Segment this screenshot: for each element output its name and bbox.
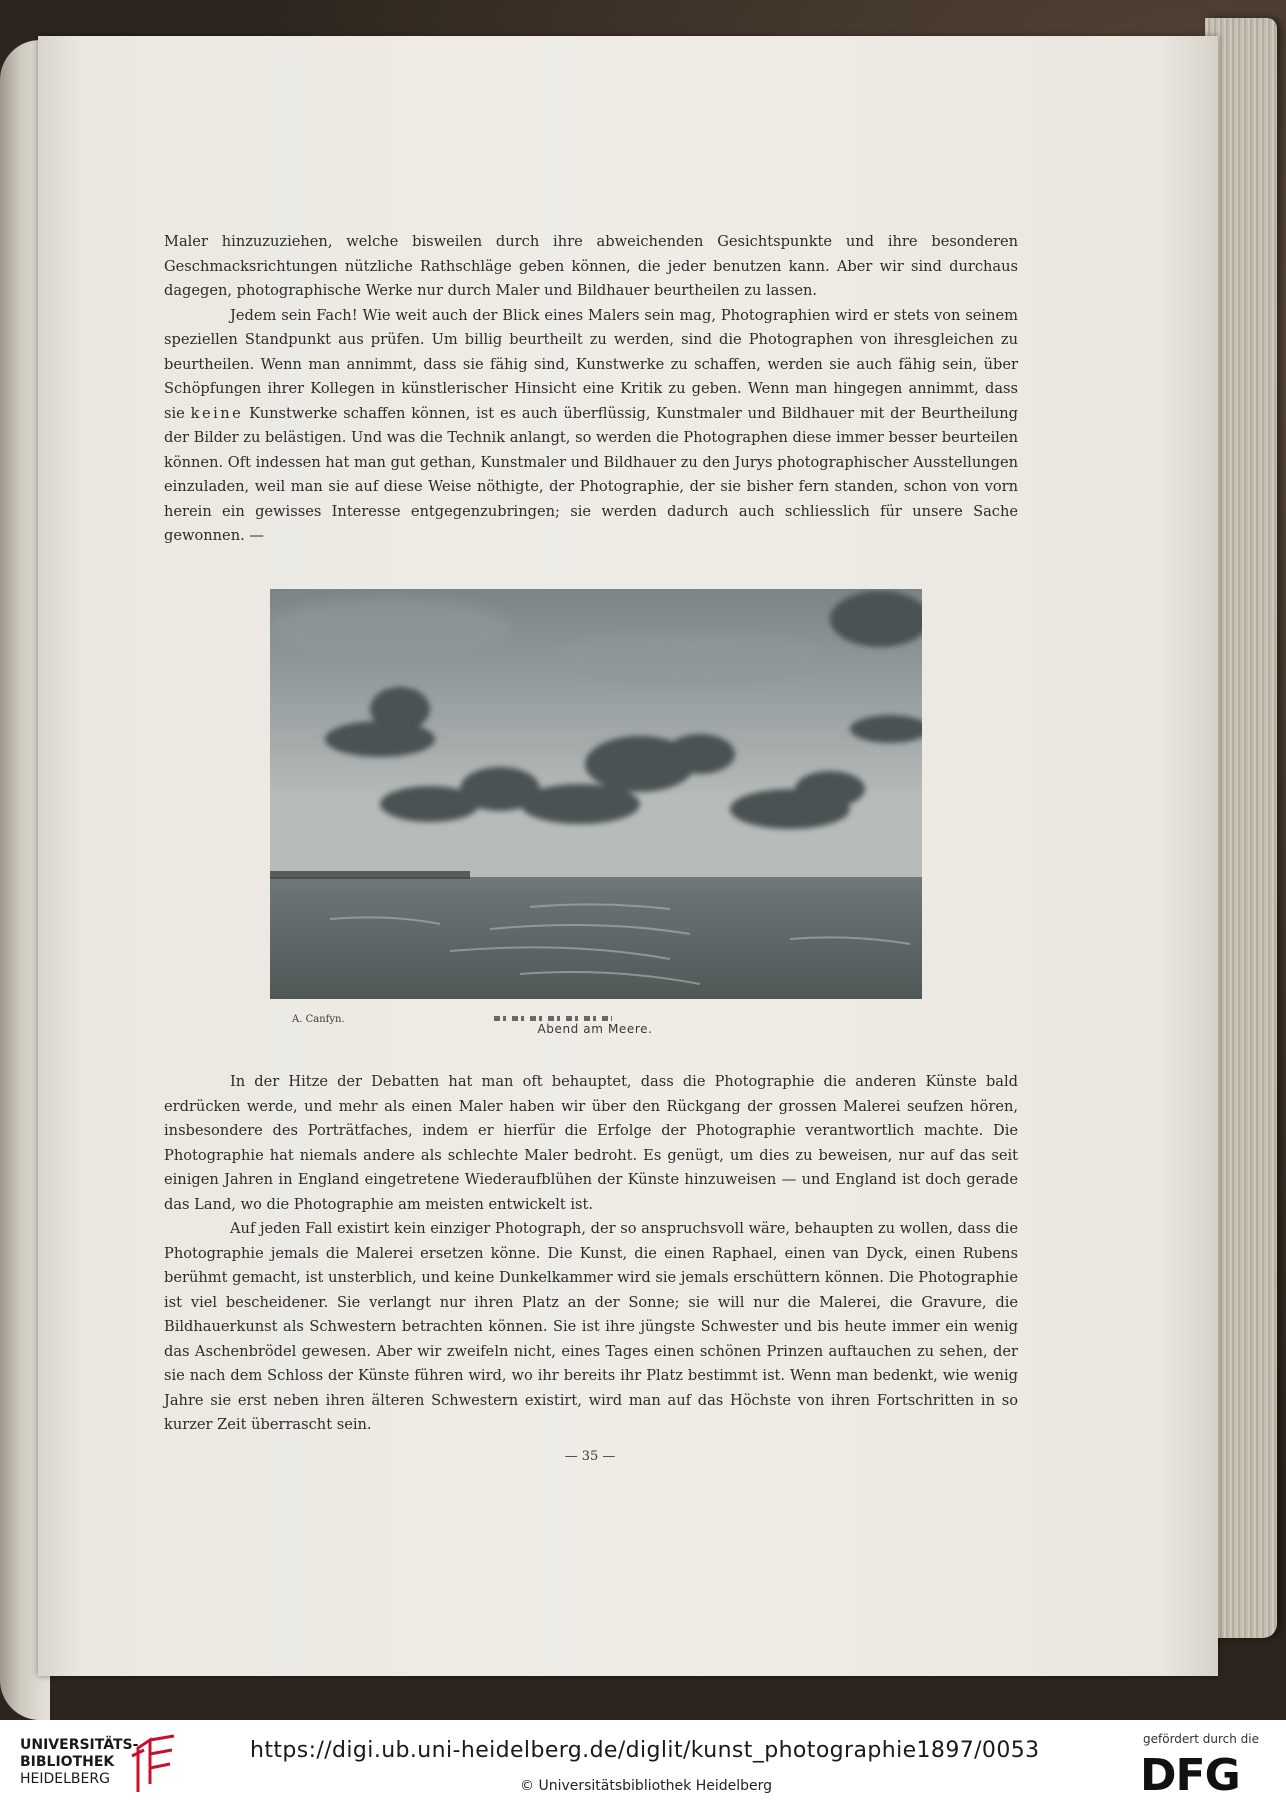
library-name-line2: BIBLIOTHEK (20, 1754, 115, 1770)
paragraph: In der Hitze der Debatten hat man oft behauptet, dass die Photographie die anderen Künste bald erdrücken werde, und mehr als einen Maler haben wir über den Rückgang der grossen Malerei seufzen hören, insbesondere des Porträtfaches, indem er hierfür die Erfolge der Photographie verantwortlich machte. Die Photographie hat niemals andere als schlechte Maler bedroht. Es genügt, um dies zu beweisen, nur auf das seit einigen Jahren in England eingetretene Wiederaufblühen der Künste hinzuweisen — und England ist doch gerade das Land, wo die Photographie am meisten entwickelt ist. (164, 1073, 1018, 1213)
paragraph: Auf jeden Fall existirt kein einziger Photograph, der so anspruchsvoll wäre, behaupten zu wollen, dass die Photographie jemals die Malerei ersetzen könne. Die Kunst, die einen Raphael, einen van Dyck, einen Rubens berühmt gemacht, ist unsterblich, und keine Dunkelkammer wird sie jemals erschüttern können. Die Photographie ist viel bescheidener. Sie verlangt nur ihren Platz an der Sonne; sie will nur die Malerei, die Gravure, die Bildhauerkunst als Schwestern betrachten können. Sie ist ihre jüngste Schwester und bis heute immer ein wenig das Aschenbrödel gewesen. Aber wir zweifeln nicht, eines Tages einen schönen Prinzen auftauchen zu sehen, der sie nach dem Schloss der Künste führen wird, wo ihr bereits ihr Platz bestimmt ist. Wenn man bedenkt, wie wenig Jahre sie erst neben ihren älteren Schwestern existirt, wird man auf das Höchste von ihren Fortschritten in so kurzer Zeit überrascht sein. (164, 1220, 1018, 1433)
photograph-sea-evening (270, 589, 922, 999)
funding-label: gefördert durch die (1143, 1732, 1259, 1746)
emphasis: keine (190, 404, 244, 422)
paragraph: Maler hinzuzuziehen, welche bisweilen durch ihre abweichenden Gesichtspunkte und ihre besonderen Geschmacksrichtungen nützliche Rathschläge geben können, die jeder benutzen kann. Aber wir sind durchaus dagegen, photographische Werke nur durch Maler und Bildhauer beurtheilen zu lassen. (164, 233, 1018, 299)
library-emblem-icon[interactable] (128, 1734, 180, 1794)
dfg-logo[interactable]: DFG (1140, 1750, 1240, 1801)
page-number: — 35 — (564, 1449, 616, 1464)
photo-credit: A. Canfyn. (292, 1014, 345, 1025)
copyright-notice: © Universitätsbibliothek Heidelberg (520, 1778, 773, 1794)
footer-bar (0, 1720, 1286, 1810)
library-name-line3: HEIDELBERG (20, 1771, 110, 1787)
text-block-bottom (164, 1070, 1018, 1438)
text-block-top (164, 230, 1018, 549)
paragraph: Jedem sein Fach! Wie weit auch der Blick eines Malers sein mag, Photographien wird er stets von seinem speziellen Standpunkt aus prüfen. Um billig beurtheilt zu werden, sind die Photographen von ihresgleichen zu beurtheilen. Wenn man annimmt, dass sie fähig sind, Kunstwerke zu schaffen, werden sie auch fähig sein, über Schöpfungen ihrer Kollegen in künstlerischer Hinsicht eine Kritik zu geben. Wenn man hingegen annimmt, dass sie keine Kunstwerke schaffen können, ist es auch überflüssig, Kunstmaler und Bildhauer mit der Beurtheilung der Bilder zu belästigen. Und was die Technik anlangt, so werden die Photographen diese immer besser beurteilen können. Oft indessen hat man gut gethan, Kunstmaler und Bildhauer zu den Jurys photographischer Ausstellungen einzuladen, weil man sie auf diese Weise nöthigte, der Photographie, der sie bisher fern standen, schon von vorn herein ein gewisses Interesse entgegenzubringen; sie werden dadurch auch schliesslich für unsere Sache gewonnen. — (164, 306, 1018, 544)
photo-caption: Abend am Meere. (537, 1022, 653, 1036)
permalink-url[interactable]: https://digi.ub.uni-heidelberg.de/diglit/kunst_photographie1897/0053 (250, 1738, 1040, 1763)
library-name-line1: UNIVERSITÄTS- (20, 1737, 139, 1753)
library-logo-text[interactable] (20, 1737, 138, 1788)
caption-smudge (494, 1016, 612, 1021)
